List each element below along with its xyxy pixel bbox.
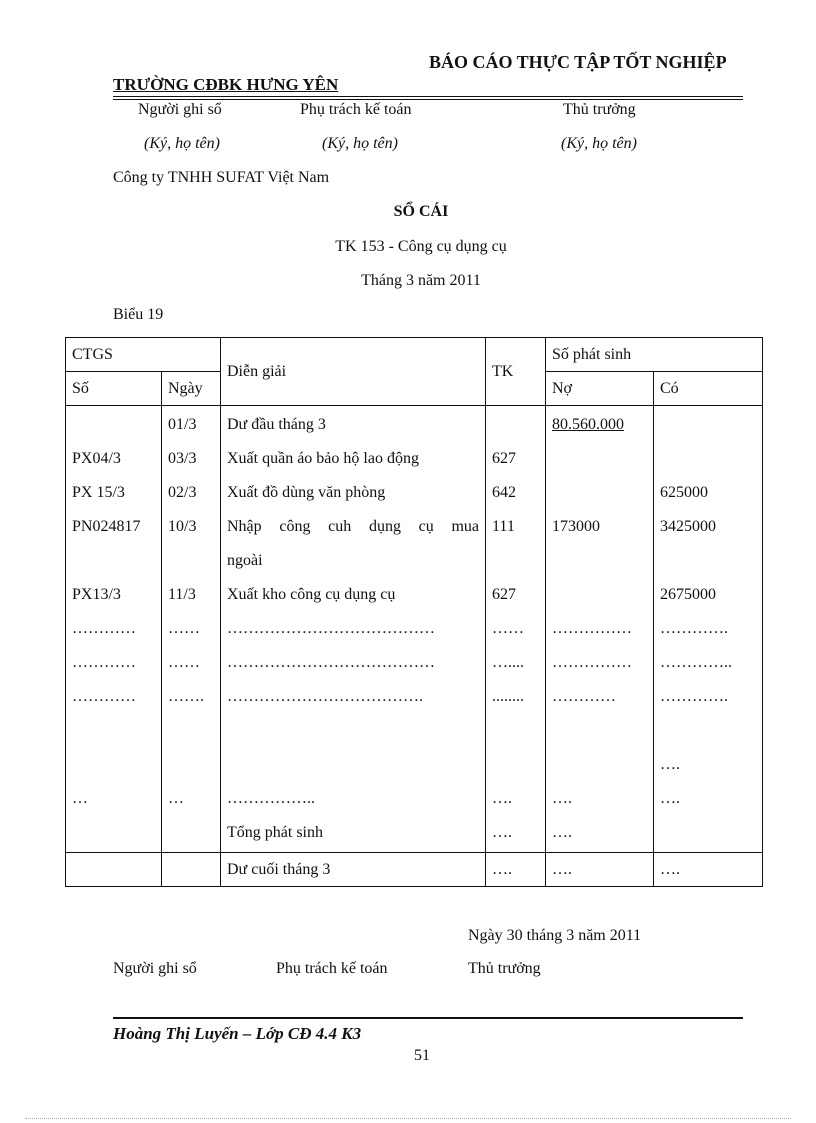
table-row [66, 406, 763, 445]
header-so: Số [66, 372, 162, 406]
cell-co: …. [654, 784, 763, 818]
form-label: Biểu 19 [113, 306, 164, 323]
school-name: TRƯỜNG CĐBK HƯNG YÊN [113, 75, 339, 94]
cell-no [546, 716, 654, 750]
cell-no [546, 406, 654, 445]
table-row [66, 716, 763, 750]
header-row-1 [66, 338, 763, 372]
footer-rule [113, 1017, 743, 1019]
cell-tk: …. [486, 784, 546, 818]
cell-co [654, 546, 763, 580]
cell-ngay [162, 818, 221, 853]
signature-role-director: Thủ trưởng [563, 101, 636, 118]
header-rule-bottom [113, 99, 743, 100]
cell-co: …. [654, 750, 763, 784]
cell-so: ………… [66, 682, 162, 716]
cell-no: …. [546, 818, 654, 853]
table-row [66, 580, 763, 614]
cell-ngay [162, 750, 221, 784]
cell-dien-giai: Nhập công cuh dụng cụ mua [221, 512, 486, 546]
cell-so [66, 406, 162, 445]
cell-dien-giai: ngoài [221, 546, 486, 580]
table-row [66, 478, 763, 512]
signature-role-accountant: Phụ trách kế toán [300, 101, 412, 118]
table-row [66, 784, 763, 818]
date-line: Ngày 30 tháng 3 năm 2011 [468, 927, 642, 944]
signature-role-recorder: Người ghi sổ [138, 101, 222, 118]
cell-co: …………. [654, 682, 763, 716]
cell-co [654, 444, 763, 478]
cell-co: …. [654, 853, 763, 887]
header-ctgs: CTGS [66, 338, 221, 372]
table-row [66, 818, 763, 853]
cell-dien-giai [221, 750, 486, 784]
cell-tk: ........ [486, 682, 546, 716]
cell-no [546, 750, 654, 784]
header-rule-top [113, 96, 743, 97]
cell-co [654, 818, 763, 853]
cell-so [66, 853, 162, 887]
cell-dien-giai: …………….. [221, 784, 486, 818]
cell-ngay: 11/3 [162, 580, 221, 614]
cell-no [546, 444, 654, 478]
cell-co: 3425000 [654, 512, 763, 546]
cell-co: …………. [654, 614, 763, 648]
cell-dien-giai: Xuất đồ dùng văn phòng [221, 478, 486, 512]
table-row [66, 750, 763, 784]
cell-dien-giai: ………………………………… [221, 614, 486, 648]
table-row [66, 512, 763, 546]
header-dien-giai: Diễn giải [221, 338, 486, 406]
header-tk: TK [486, 338, 546, 406]
cell-dien-giai: Xuất quần áo bảo hộ lao động [221, 444, 486, 478]
cell-ngay: …… [162, 648, 221, 682]
report-title: BÁO CÁO THỰC TẬP TỐT NGHIỆP [429, 52, 727, 72]
footer-author: Hoàng Thị Luyến – Lớp CĐ 4.4 K3 [113, 1024, 362, 1043]
table-row [66, 444, 763, 478]
signature-note-recorder: (Ký, họ tên) [144, 135, 220, 152]
cell-so: PN024817 [66, 512, 162, 546]
cell-co: 625000 [654, 478, 763, 512]
cell-no [546, 580, 654, 614]
ledger-table [65, 337, 763, 887]
header-ngay: Ngày [162, 372, 221, 406]
signature-note-accountant: (Ký, họ tên) [322, 135, 398, 152]
ledger-account: TK 153 - Công cụ dụng cụ [335, 238, 507, 255]
cell-so: PX04/3 [66, 444, 162, 478]
cell-no [546, 478, 654, 512]
page-edge [25, 1118, 791, 1119]
cell-dien-giai: Xuất kho công cụ dụng cụ [221, 580, 486, 614]
cell-co [654, 716, 763, 750]
cell-tk: …… [486, 614, 546, 648]
cell-tk [486, 546, 546, 580]
ledger-period: Tháng 3 năm 2011 [361, 272, 481, 289]
cell-dien-giai: ………………………………… [221, 648, 486, 682]
cell-tk [486, 716, 546, 750]
cell-tk: …. [486, 818, 546, 853]
cell-ngay: 02/3 [162, 478, 221, 512]
cell-so [66, 546, 162, 580]
cell-ngay: …… [162, 614, 221, 648]
cell-dien-giai: Dư đầu tháng 3 [221, 406, 486, 445]
cell-tk: 627 [486, 580, 546, 614]
cell-so: ………… [66, 648, 162, 682]
bottom-signature-recorder: Người ghi sổ [113, 960, 197, 977]
cell-so [66, 818, 162, 853]
cell-tk: …. [486, 853, 546, 887]
cell-tk [486, 750, 546, 784]
cell-no: …. [546, 853, 654, 887]
cell-no: 173000 [546, 512, 654, 546]
cell-no [546, 546, 654, 580]
cell-tk [486, 406, 546, 445]
cell-co [654, 406, 763, 445]
page-number: 51 [414, 1047, 430, 1064]
cell-tk: 111 [486, 512, 546, 546]
table-row [66, 546, 763, 580]
cell-dien-giai: Tổng phát sinh [221, 818, 486, 853]
cell-so: PX 15/3 [66, 478, 162, 512]
cell-ngay [162, 546, 221, 580]
cell-so: PX13/3 [66, 580, 162, 614]
cell-ngay: ……. [162, 682, 221, 716]
cell-ngay [162, 853, 221, 887]
opening-balance-value: 80.560.000 [552, 416, 624, 433]
cell-so [66, 716, 162, 750]
company-name: Công ty TNHH SUFAT Việt Nam [113, 169, 330, 186]
cell-ngay: 03/3 [162, 444, 221, 478]
header-no: Nợ [546, 372, 654, 406]
cell-co: 2675000 [654, 580, 763, 614]
cell-so: ………… [66, 614, 162, 648]
table-row [66, 682, 763, 716]
cell-tk: 642 [486, 478, 546, 512]
cell-no: …. [546, 784, 654, 818]
cell-so: … [66, 784, 162, 818]
bottom-signature-director: Thủ trưởng [468, 960, 541, 977]
cell-so [66, 750, 162, 784]
cell-no: …………… [546, 614, 654, 648]
cell-dien-giai [221, 716, 486, 750]
cell-ngay: … [162, 784, 221, 818]
ledger-title: SỔ CÁI [393, 203, 449, 220]
cell-tk: 627 [486, 444, 546, 478]
cell-tk: ….... [486, 648, 546, 682]
cell-no: ………… [546, 682, 654, 716]
closing-balance-row [66, 853, 763, 887]
cell-dien-giai: ………………………………. [221, 682, 486, 716]
cell-ngay: 10/3 [162, 512, 221, 546]
signature-note-director: (Ký, họ tên) [561, 135, 637, 152]
header-so-phat-sinh: Số phát sinh [546, 338, 763, 372]
cell-ngay [162, 716, 221, 750]
header-co: Có [654, 372, 763, 406]
table-row [66, 648, 763, 682]
cell-co: ………….. [654, 648, 763, 682]
cell-dien-giai: Dư cuối tháng 3 [221, 853, 486, 887]
bottom-signature-accountant: Phụ trách kế toán [276, 960, 388, 977]
table-row [66, 614, 763, 648]
cell-ngay: 01/3 [162, 406, 221, 445]
cell-no: …………… [546, 648, 654, 682]
